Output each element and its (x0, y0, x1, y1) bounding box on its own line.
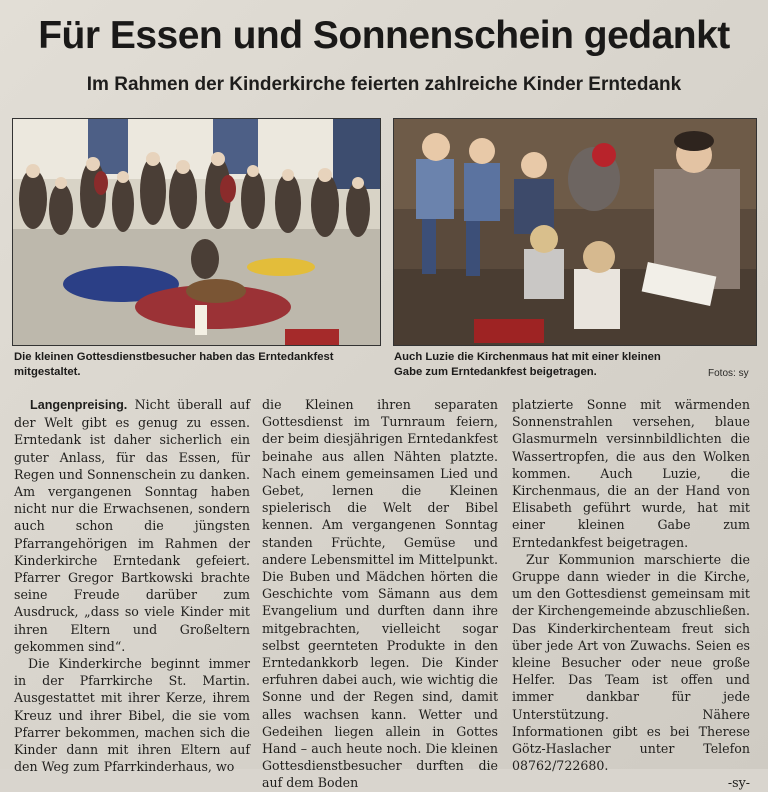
author-signature: -sy- (727, 775, 750, 791)
caption-left: Die kleinen Gottesdienstbesucher haben das Erntedankfest mitgestaltet. (14, 351, 334, 378)
paragraph-1-text: Nicht überall auf der Welt gibt es genug zu essen. Erntedank ist daher sicherlich ein guter Anlass, für das Essen, für Regen und Sonnenschein zu danken. Am vergangenen Sonntag haben nicht nur die Erwachsenen, sondern auch schon die jüngsten Pfarrangehörigen im Rahmen der Kinderkirche Erntedank gefeiert. Pfarrer Gregor Bartkowski brachte seine Freude darüber zum Ausdruck, „dass so viele Kinder mit ihren Eltern und Großeltern gekommen sind“. (14, 397, 250, 654)
photo-children-circle (12, 118, 381, 346)
paragraph-5: Zur Kommunion marschierte die Gruppe dann wieder in die Kirche, um den Gottesdienst gemeinsam mit der Kirchengemeinde abzuschließen. Das Kinderkirchenteam freut sich über jede Art von Zuwachs. Seien es kleine Besucher oder neue große Helfer. Das Team ist offen und immer dankbar für jede Unterstützung. Nähere Informationen gibt es bei Therese Götz-Haslacher unter Telefon 08762/722680. (512, 551, 750, 774)
dateline: Langenpreising. (30, 398, 128, 412)
column-2 (262, 396, 498, 792)
headline: Für Essen und Sonnenschein gedankt (38, 14, 730, 57)
photo-credit: Fotos: sy (708, 368, 749, 379)
paragraph-1 (14, 396, 250, 655)
paragraph-2: Die Kinderkirche beginnt immer in der Pfarrkirche St. Martin. Ausgestattet mit ihrer Kerze, ihrem Kreuz und ihrer Bibel, die sie vom Pfarrer bekommen, machen sich die Kinder dann mit ihren Eltern auf den Weg zum Pfarrkinderhaus, wo (14, 656, 250, 775)
column-3 (512, 396, 750, 792)
column-1 (14, 396, 250, 775)
paragraph-3: die Kleinen ihren separaten Gottesdienst im Turnraum feiern, der beim diesjährigen Erntedankfest beinahe aus allen Nähten platzte. Nach einem gemeinsamen Lied und Gebet, lernen die Kleinen spielerisch die Welt der Bibel kennen. Am vergangenen Sonntag standen Früchte, Gemüse und andere Lebensmittel im Mittelpunkt. Die Buben und Mädchen hörten die Geschichte vom Sämann aus dem Evangelium und durften dann ihre mitgebrachten, vielleicht sogar selbst geernteten Produkte in den Erntedankkorb legen. Die Kinder erfuhren dabei auch, wie wichtig die Sonne und der Regen sind, damit alles wachsen kann. Wetter und Gedeihen liegen allein in Gottes Hand – auch heute noch. Die kleinen Gottesdienstbesucher durften die auf dem Boden (262, 397, 498, 791)
paragraph-4: platzierte Sonne mit wärmenden Sonnenstrahlen versehen, blaue Glasmurmeln versinnbildlichten die Wassertropfen, die aus den Wolken kommen. Auch Luzie, die Kirchenmaus, die an der Hand von Elisabeth geführt wurde, hat mit einer kleinen Gabe zum Erntedankfest beigetragen. (512, 397, 750, 550)
photo-church-mouse (393, 118, 757, 346)
subheadline: Im Rahmen der Kinderkirche feierten zahlreiche Kinder Erntedank (86, 74, 682, 95)
caption-right: Auch Luzie die Kirchenmaus hat mit einer kleinen Gabe zum Erntedankfest beigetragen. (394, 351, 661, 378)
